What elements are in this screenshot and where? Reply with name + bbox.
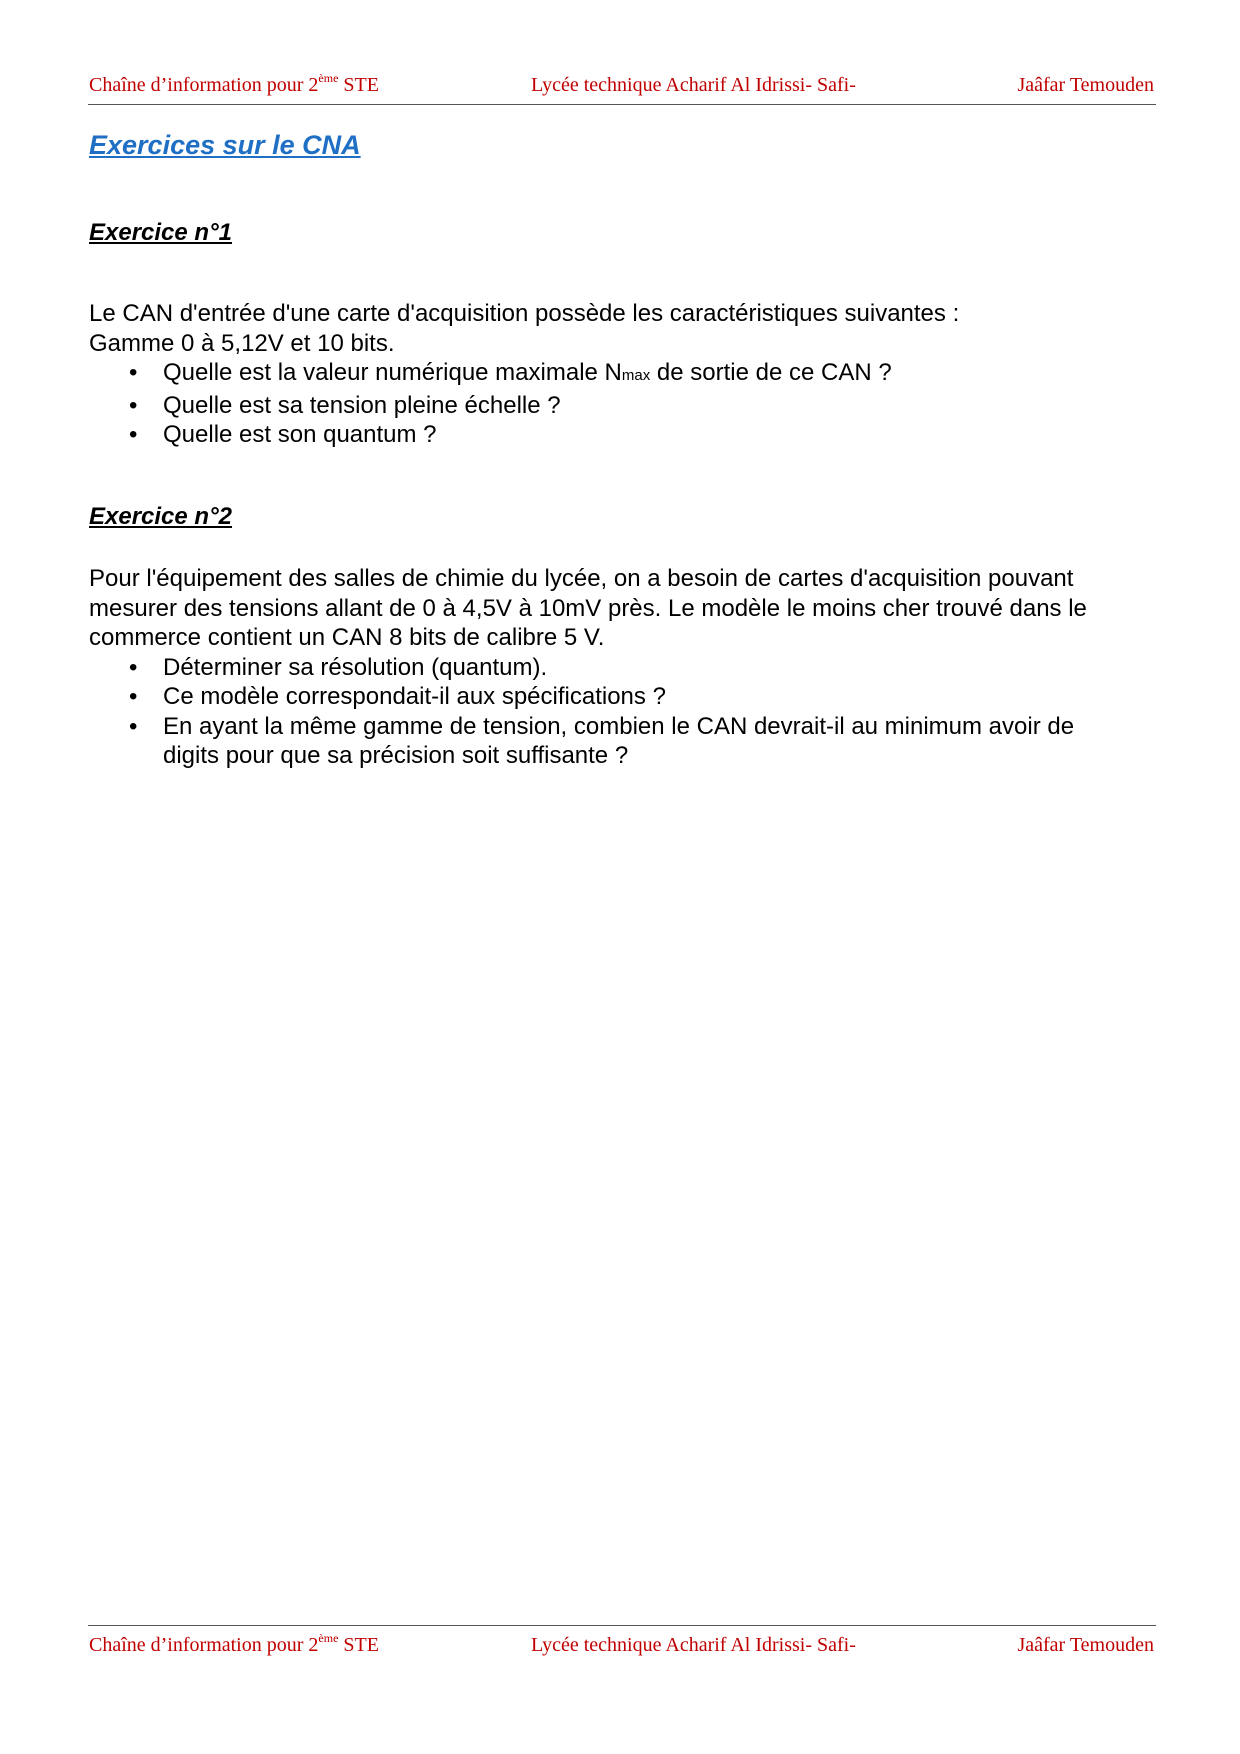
header-course (89, 71, 379, 97)
bullet-icon: • (129, 683, 138, 710)
exercise2-intro-line3: commerce contient un CAN 8 bits de calibre 5 V. (89, 624, 605, 651)
exercise1-questions (89, 358, 1149, 450)
bullet-icon: • (129, 391, 138, 419)
exercise2-question-2-text: Ce modèle correspondait-il aux spécifications ? (163, 683, 666, 710)
exercise1-body (89, 299, 1149, 450)
exercise1-question-1-text: Quelle est la valeur numérique maximale N (163, 359, 622, 386)
footer-school: Lycée technique Acharif Al Idrissi- Safi- (531, 1634, 856, 1656)
exercise1-intro-line2: Gamme 0 à 5,12V et 10 bits. (89, 329, 395, 357)
exercise1-question-2-text: Quelle est sa tension pleine échelle ? (163, 391, 561, 419)
exercise1-heading: Exercice n°1 (89, 219, 233, 246)
exercise1-question-2 (89, 391, 1149, 421)
exercise2-questions (89, 653, 1149, 771)
footer-course-superscript: ème (318, 1631, 339, 1645)
page-title: Exercices sur le CNA (89, 130, 361, 160)
page-footer (88, 1625, 1156, 1656)
exercise2-question-2 (89, 682, 1149, 712)
exercise2-intro-line1: Pour l'équipement des salles de chimie du lycée, on a besoin de cartes d'acquisition pouvant (89, 565, 1074, 592)
exercise2-question-1-text: Déterminer sa résolution (quantum). (163, 653, 548, 681)
exercise1-question-3-text: Quelle est son quantum ? (163, 421, 437, 448)
footer-author: Jaâfar Temouden (1017, 1634, 1154, 1656)
exercise2-question-3-line1: En ayant la même gamme de tension, combien le CAN devrait-il au minimum avoir de (163, 712, 1075, 740)
page-header (88, 71, 1156, 105)
exercise1-question-1 (89, 358, 1149, 391)
header-school: Lycée technique Acharif Al Idrissi- Safi- (531, 74, 856, 96)
exercise1-question-1-subscript: max (621, 367, 651, 384)
footer-course-tail: STE (338, 1634, 379, 1656)
exercise2-question-3-line2: digits pour que sa précision soit suffisante ? (163, 742, 629, 769)
exercise2-body (89, 564, 1149, 771)
exercise1-question-1-tail: de sortie de ce CAN ? (650, 359, 892, 386)
exercise2-intro-line2: mesurer des tensions allant de 0 à 4,5V à 10mV près. Le modèle le moins cher trouvé dans le (89, 594, 1087, 622)
bullet-icon: • (129, 712, 138, 740)
footer-course (89, 1631, 379, 1657)
header-course-superscript: ème (318, 71, 339, 85)
exercise2-question-1 (89, 653, 1149, 683)
bullet-icon: • (129, 653, 138, 681)
footer-course-text: Chaîne d’information pour 2 (89, 1634, 319, 1656)
exercise2-question-3 (89, 712, 1149, 771)
exercise1-question-3 (89, 420, 1149, 450)
exercise2-heading: Exercice n°2 (89, 503, 233, 530)
exercise1-intro-line1: Le CAN d'entrée d'une carte d'acquisition possède les caractéristiques suivantes : (89, 300, 960, 327)
header-author: Jaâfar Temouden (1017, 74, 1154, 96)
header-course-text: Chaîne d’information pour 2 (89, 74, 319, 96)
header-course-tail: STE (338, 74, 379, 96)
bullet-icon: • (129, 359, 138, 386)
bullet-icon: • (129, 421, 138, 448)
